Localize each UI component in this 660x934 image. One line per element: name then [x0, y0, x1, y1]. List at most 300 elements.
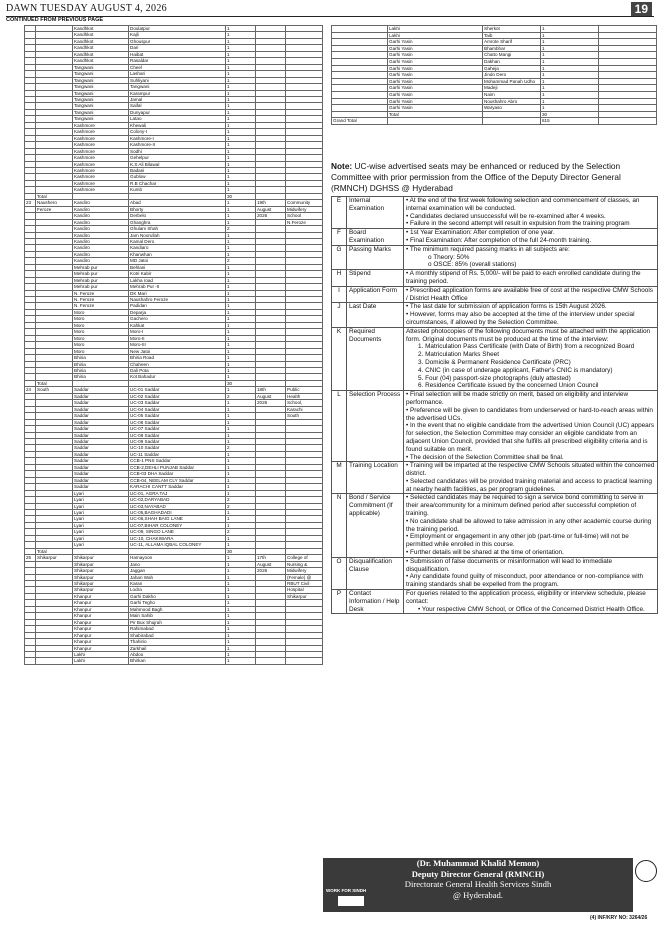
table-cell: 1 [226, 245, 256, 251]
table-row [332, 111, 657, 118]
table-cell: Total [36, 380, 73, 386]
table-cell: Kandiro [73, 200, 129, 206]
table-cell: Gehelpur [129, 155, 226, 161]
table-cell: Gaheja [483, 65, 541, 72]
table-cell: 1 [226, 600, 256, 606]
table-cell: Abad [129, 200, 226, 206]
table-cell: 1 [226, 109, 256, 115]
table-cell: Lashari [129, 71, 226, 77]
table-cell: Saddar [73, 400, 129, 406]
table-cell: Dunyapur [129, 109, 226, 115]
table-cell [332, 111, 388, 118]
table-cell: School [286, 213, 323, 219]
table-cell: UC-08 Saddar [129, 432, 226, 438]
table-cell: 1 [541, 26, 599, 33]
table-cell: Rasaldar [129, 58, 226, 64]
table-cell: 1 [226, 329, 256, 335]
criteria-details [404, 286, 658, 303]
table-cell: 1 [226, 96, 256, 102]
signature-block [323, 858, 633, 912]
table-cell: Mahmood Bagh [129, 606, 226, 612]
table-cell: 1 [541, 39, 599, 46]
table-cell: 1 [226, 277, 256, 283]
table-cell: Kotri Kabir [129, 271, 226, 277]
criteria-line: • However, forms may also be accepted at the time of the interview under special circumstances, if allowed by the Selection Committee. [406, 311, 635, 326]
table-cell: Naushero [36, 200, 73, 206]
table-cell: 17th [256, 555, 286, 561]
table-cell: 1 [226, 142, 256, 148]
table-cell: Shikarpur [73, 587, 129, 593]
table-cell: 23 [25, 200, 36, 206]
table-cell: 1 [226, 161, 256, 167]
criteria-key: H [332, 270, 347, 287]
table-cell: Garhi Yasin [388, 45, 483, 52]
table-cell: Lyari [73, 542, 129, 548]
table-cell: Hospital [286, 587, 323, 593]
table-cell: K.S Ali Bilawal [129, 161, 226, 167]
table-cell: 1 [541, 65, 599, 72]
table-cell: Garhi Yasin [388, 98, 483, 105]
table-row [25, 658, 323, 664]
table-cell: 1 [226, 619, 256, 625]
table-cell: Padidan [129, 303, 226, 309]
table-cell: Tangwani [73, 77, 129, 83]
table-cell [599, 78, 657, 85]
table-cell: Saddar [73, 406, 129, 412]
criteria-key: N [332, 494, 347, 557]
table-cell: Colony-I [129, 129, 226, 135]
table-cell: 1 [226, 129, 256, 135]
table-cell: Abdoo [129, 651, 226, 657]
table-cell: Mehrab pur [73, 277, 129, 283]
seats-table-left [24, 25, 323, 665]
criteria-key: K [332, 327, 347, 390]
table-cell: Kandiro [73, 213, 129, 219]
table-cell: Moro [73, 342, 129, 348]
table-cell: Latao [129, 116, 226, 122]
table-cell: Karan [129, 580, 226, 586]
table-cell [599, 72, 657, 79]
table-cell: 1 [226, 645, 256, 651]
table-cell: Garhi Yasin [388, 78, 483, 85]
table-cell: 1 [226, 232, 256, 238]
table-cell: 1 [226, 155, 256, 161]
table-cell: 1 [226, 355, 256, 361]
table-cell: Lyari [73, 509, 129, 515]
table-cell: Garhi Yasin [388, 105, 483, 112]
table-cell: Lakhi [388, 26, 483, 33]
table-cell: UC-04 Saddar [129, 406, 226, 412]
table-cell: Grand Total [332, 118, 388, 125]
table-cell: Saddar [73, 432, 129, 438]
table-cell [599, 52, 657, 59]
table-cell: Shikarpur [73, 580, 129, 586]
table-cell: Dari [129, 45, 226, 51]
table-cell: Moro [73, 329, 129, 335]
table-cell: Moro-III [129, 342, 226, 348]
table-cell: Garhi Yasin [388, 39, 483, 46]
table-cell: 30 [226, 548, 256, 554]
table-cell: 1 [226, 219, 256, 225]
table-row [332, 105, 657, 112]
table-cell: Jam Noorullah [129, 232, 226, 238]
table-cell: 1 [226, 174, 256, 180]
table-cell: UC-03,NAYABAD [129, 503, 226, 509]
table-cell: Garhi Yasin [388, 72, 483, 79]
table-cell: 18th [256, 387, 286, 393]
criteria-details [404, 327, 658, 390]
inf-number: (4) INF/KRY NO: 3264/26 [590, 915, 648, 921]
table-cell: Mohammad Panah Udho [483, 78, 541, 85]
table-cell: Kandhkot [73, 51, 129, 57]
criteria-key: P [332, 590, 347, 614]
table-cell: 1 [226, 535, 256, 541]
table-cell: 1 [226, 632, 256, 638]
table-cell: Derbelo [129, 213, 226, 219]
table-cell: UC-01, AGRA TAJ [129, 490, 226, 496]
table-cell: Saddar [73, 464, 129, 470]
table-cell: Midwifery [286, 206, 323, 212]
table-cell: Saddar [73, 419, 129, 425]
table-cell: Garhi Yasin [388, 52, 483, 59]
table-cell: Khanpur [73, 606, 129, 612]
table-cell: 1 [226, 187, 256, 193]
table-cell: Karampur [129, 90, 226, 96]
table-cell: N. Feroze [73, 297, 129, 303]
table-cell [483, 118, 541, 125]
table-cell [599, 32, 657, 39]
table-cell: 1 [226, 574, 256, 580]
table-cell: Sherkot [483, 26, 541, 33]
table-cell: 1 [226, 464, 256, 470]
table-cell: Community [286, 200, 323, 206]
table-cell: 2 [226, 445, 256, 451]
table-cell: Lyari [73, 522, 129, 528]
table-cell: 1 [226, 484, 256, 490]
table-cell: Chaheen [129, 361, 226, 367]
criteria-line: 5. Four (04) passport-size photographs (duly attested) [418, 374, 571, 382]
table-cell: Amrote Sharif [483, 39, 541, 46]
table-row [332, 52, 657, 59]
table-cell: Total [36, 193, 73, 199]
table-cell: Saifal [129, 103, 226, 109]
table-cell: Garhi Yasin [388, 91, 483, 98]
table-cell: Tangwani [73, 84, 129, 90]
criteria-details [404, 245, 658, 269]
table-cell: Shikarpur [73, 568, 129, 574]
table-cell: Kandiro [73, 238, 129, 244]
table-cell: Moro [73, 348, 129, 354]
table-cell [332, 78, 388, 85]
criteria-line: • Final Examination: After completion of the full 24-month training. [406, 236, 592, 244]
table-cell: 1 [226, 103, 256, 109]
table-cell: KARACHI CANTT Saddar [129, 484, 226, 490]
table-cell: 2 [226, 393, 256, 399]
table-cell: 1 [226, 561, 256, 567]
criteria-line: • The minimum required passing marks in all subjects are: [406, 245, 570, 253]
note-label: Note: [331, 161, 353, 171]
table-cell: New Jatoi [129, 348, 226, 354]
criteria-line: • Any candidate found guilty of misconduct, poor attendance or non-compliance with training standards shall be expelled from the program. [406, 573, 644, 589]
table-cell: Shikarpur [73, 555, 129, 561]
table-cell: 1 [226, 200, 256, 206]
criteria-key: G [332, 245, 347, 269]
page-header [6, 2, 654, 17]
table-cell: 1 [226, 77, 256, 83]
table-cell: Jahan Wah [129, 574, 226, 580]
table-row [332, 98, 657, 105]
table-cell [256, 658, 286, 664]
table-cell: 1 [226, 568, 256, 574]
table-cell: UC-09 Saddar [129, 439, 226, 445]
table-cell: Tangwani [73, 116, 129, 122]
table-cell: Tangwani [129, 84, 226, 90]
table-cell: RBUT Civil [286, 580, 323, 586]
table-cell: Lyari [73, 497, 129, 503]
table-cell [599, 98, 657, 105]
table-cell: 1 [541, 98, 599, 105]
table-row [332, 65, 657, 72]
table-cell: School, [286, 400, 323, 406]
table-cell: 1 [226, 322, 256, 328]
criteria-row [332, 462, 658, 494]
table-cell: Moro-I [129, 329, 226, 335]
criteria-key: I [332, 286, 347, 303]
table-cell: 1 [226, 316, 256, 322]
table-cell: 1 [226, 309, 256, 315]
table-cell: Main Sahib [129, 613, 226, 619]
table-cell: Lyari [73, 503, 129, 509]
table-cell: Kandiro [73, 226, 129, 232]
table-cell: Moro [73, 322, 129, 328]
table-cell: N.Feroze [286, 219, 323, 225]
table-cell: 1 [541, 105, 599, 112]
table-cell: Taib [483, 32, 541, 39]
criteria-row [332, 197, 658, 229]
table-cell: UC-05,BAGHADADI [129, 509, 226, 515]
criteria-key: F [332, 229, 347, 246]
table-cell: Mehrab pur [73, 264, 129, 270]
table-cell: 1 [226, 426, 256, 432]
table-cell: Kashmore-II [129, 142, 226, 148]
table-cell: Kashmore [73, 155, 129, 161]
table-cell: 1 [226, 297, 256, 303]
table-cell: Kashmore-I [129, 135, 226, 141]
table-cell: Garhi Tegho [129, 600, 226, 606]
table-cell: 1 [226, 374, 256, 380]
table-cell: UC-02,DARYABAD [129, 497, 226, 503]
table-cell [599, 65, 657, 72]
table-cell: Khanpur [73, 613, 129, 619]
table-cell: Lyari [73, 516, 129, 522]
table-cell: Gublow [129, 174, 226, 180]
table-cell: 1 [226, 432, 256, 438]
table-cell: Midwifery [286, 568, 323, 574]
table-cell: Saddar [73, 393, 129, 399]
criteria-key: M [332, 462, 347, 494]
table-cell: CCB-03 DHA Saddar [129, 471, 226, 477]
table-cell: Mehrab pur [73, 284, 129, 290]
table-cell: UC-10, CHAKIWARA [129, 535, 226, 541]
table-cell: Kashmore [73, 148, 129, 154]
table-cell: August [256, 393, 286, 399]
table-cell: Tangwani [73, 71, 129, 77]
table-cell [599, 85, 657, 92]
table-cell: Bhiria [73, 368, 129, 374]
table-cell: Behlani [129, 264, 226, 270]
table-cell: Kot Bahadur [129, 374, 226, 380]
table-cell: 815 [541, 118, 599, 125]
table-cell: UC-01 Saddar [129, 387, 226, 393]
table-cell [599, 111, 657, 118]
signatory-department: Directorate General Health Services Sindh [404, 879, 552, 889]
table-cell: UC-11, ALLAMA IQBAL COLONEY [129, 542, 226, 548]
table-cell: 1 [226, 387, 256, 393]
table-cell: Jano [129, 561, 226, 567]
table-cell: Dali Pota [129, 368, 226, 374]
table-cell: Kashmore [73, 142, 129, 148]
table-cell: Noushahro Abro [483, 98, 541, 105]
table-cell: Ghouspur [129, 38, 226, 44]
table-cell: Kandiaro [129, 245, 226, 251]
criteria-line: • Training will be imparted at the respective CMW Schools situated within the concerned district. [406, 462, 655, 478]
table-cell: Lodra [129, 587, 226, 593]
table-cell: 1 [226, 264, 256, 270]
table-cell [599, 105, 657, 112]
table-cell: 1 [541, 85, 599, 92]
table-cell: 1 [541, 91, 599, 98]
criteria-line: • No candidate shall be allowed to take admission in any other academic course during the training period. [406, 517, 652, 533]
table-cell: Shikarpur [286, 593, 323, 599]
criteria-label: Internal Examination [347, 197, 404, 229]
table-cell: South [36, 387, 73, 393]
criteria-key: O [332, 557, 347, 589]
table-cell: Ghulam Shah [129, 226, 226, 232]
table-cell: Rahimabad [129, 626, 226, 632]
table-cell: 1 [226, 542, 256, 548]
criteria-line: 4. CNIC (in case of underage applicant, Father's CNIC is mandatory) [418, 366, 613, 374]
table-cell: Badani [129, 167, 226, 173]
table-cell: 1 [226, 458, 256, 464]
table-cell [332, 26, 388, 33]
table-cell: Khanpur [73, 600, 129, 606]
table-cell: Naushahro Feroze [129, 297, 226, 303]
table-cell: Lakhi [73, 658, 129, 664]
table-cell [332, 58, 388, 65]
criteria-line: • Employment or engagement in any other job (part-time or full-time) will not be permitted while enrolled in this course. [406, 533, 629, 549]
table-cell: 1 [226, 419, 256, 425]
table-cell [332, 65, 388, 72]
table-cell: Chatto Mangi [483, 52, 541, 59]
criteria-label: Last Date [347, 303, 404, 327]
table-cell: 1 [226, 516, 256, 522]
table-cell: 19th [256, 200, 286, 206]
table-cell: 30 [541, 111, 599, 118]
table-cell: UC-05 Saddar [129, 413, 226, 419]
criteria-row [332, 270, 658, 287]
table-cell: Kandhkot [73, 38, 129, 44]
table-cell: Saddar [73, 484, 129, 490]
table-cell: Lakhi [388, 32, 483, 39]
table-cell: Kashmore [73, 135, 129, 141]
criteria-line: • The decision of the Selection Committee shall be final. [406, 453, 564, 461]
table-cell: Saddar [73, 451, 129, 457]
table-cell: Public [286, 387, 323, 393]
table-cell [332, 85, 388, 92]
criteria-line: o OSCE: 85% (overall stations) [428, 261, 517, 269]
table-cell: Naim [483, 91, 541, 98]
table-row [332, 78, 657, 85]
table-cell: Lyari [73, 535, 129, 541]
table-cell: Karachi [286, 406, 323, 412]
table-cell: Khanwhan [129, 251, 226, 257]
table-cell: Kandhkot [73, 32, 129, 38]
table-cell: UC-07 Saddar [129, 426, 226, 432]
table-cell: 1 [226, 587, 256, 593]
table-cell [599, 91, 657, 98]
criteria-label: Board Examination [347, 229, 404, 246]
table-cell: August [256, 206, 286, 212]
table-cell: (Female) @ [286, 574, 323, 580]
criteria-details [404, 303, 658, 327]
table-cell: 2026 [256, 400, 286, 406]
criteria-line: 6. Residence Certificate issued by the concerned Union Council [418, 382, 599, 390]
criteria-details [404, 391, 658, 462]
table-cell: 1 [226, 471, 256, 477]
table-cell: 1 [226, 477, 256, 483]
table-cell: Khanpur [73, 593, 129, 599]
table-cell: Khanpur [73, 639, 129, 645]
table-row [332, 72, 657, 79]
table-cell: Kajli [129, 32, 226, 38]
criteria-details [404, 590, 658, 614]
table-cell: 1 [226, 135, 256, 141]
criteria-row [332, 557, 658, 589]
table-cell: Kahkat [129, 322, 226, 328]
table-cell [286, 658, 323, 664]
table-cell: 1 [226, 580, 256, 586]
criteria-details [404, 494, 658, 557]
table-cell: Khanpur [73, 619, 129, 625]
table-row [332, 58, 657, 65]
table-cell [332, 105, 388, 112]
seats-table-right [331, 25, 657, 125]
criteria-label: Application Form [347, 286, 404, 303]
table-cell: 2 [226, 258, 256, 264]
table-cell: Lakhi [73, 651, 129, 657]
table-cell: Kandiro [73, 251, 129, 257]
table-cell: 1 [541, 52, 599, 59]
table-cell: UC-10 Saddar [129, 445, 226, 451]
table-cell: Health [286, 393, 323, 399]
table-cell [599, 45, 657, 52]
table-cell: Bhambhar [483, 45, 541, 52]
table-cell: 1 [226, 51, 256, 57]
table-cell: 1 [226, 613, 256, 619]
criteria-label: Stipend [347, 270, 404, 287]
criteria-line: • Your respective CMW School, or Office of the Concerned District Health Office. [418, 605, 645, 613]
signatory-name: (Dr. Muhammad Khalid Memon) [416, 858, 540, 868]
table-cell: 1 [226, 84, 256, 90]
table-cell: 1 [226, 348, 256, 354]
criteria-line: • Final selection will be made strictly on merit, based on eligibility and interview performance. [406, 391, 629, 406]
table-cell: CCB-2,DEHLI PUNJAB Saddar [129, 464, 226, 470]
criteria-line: 3. Domicile & Permanent Residence Certificate (PRC) [418, 358, 571, 366]
table-cell: 2 [226, 226, 256, 232]
table-cell: 1 [226, 38, 256, 44]
table-cell: Kandiro [73, 206, 129, 212]
criteria-table [331, 196, 658, 614]
